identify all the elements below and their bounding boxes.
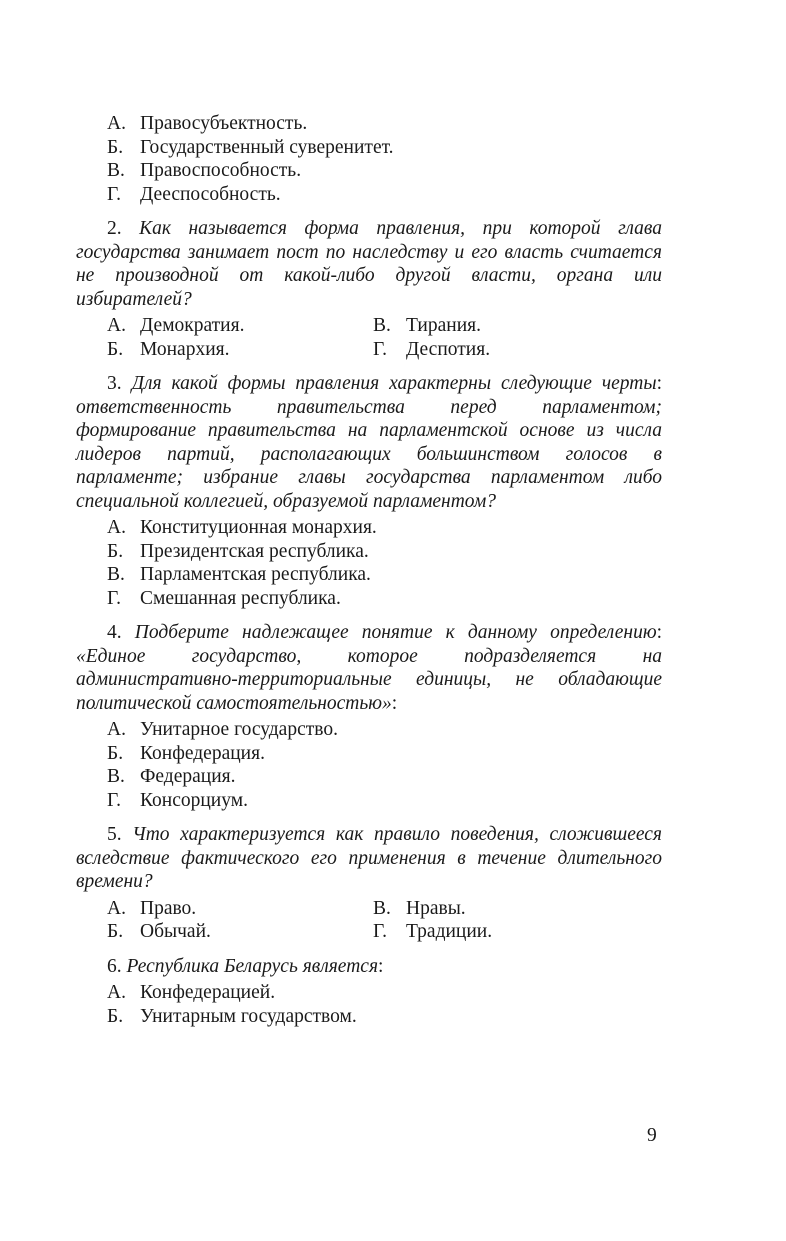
question-6: [76, 955, 662, 979]
question-colon: :: [656, 373, 663, 394]
option-b: [76, 742, 662, 766]
option-text: Консорциум.: [140, 789, 248, 811]
option-text: Унитарным государством.: [140, 1005, 357, 1027]
option-a: [76, 112, 662, 136]
question-number: 6.: [107, 955, 122, 977]
option-letter: А.: [107, 897, 126, 919]
page-number: 9: [647, 1125, 657, 1146]
question-colon-end: :: [391, 692, 398, 714]
option-a: [76, 981, 662, 1005]
option-letter: В.: [107, 766, 125, 787]
option-text: Конституционная монархия.: [140, 517, 377, 538]
option-letter: А.: [107, 719, 126, 740]
option-letter: В.: [373, 315, 391, 336]
option-a: [107, 897, 373, 921]
option-a: [76, 718, 662, 742]
options-block-0: [76, 112, 662, 206]
options-question-5: [76, 897, 662, 944]
question-text-continued: ответственность правительства перед парламентом; формирование правительства на парламентской основе из числа лидеров партий, располагающих большинством голосов в парламенте; избрание главы государства парламентом либо специальной коллегией, образуемой парламентом?: [76, 396, 662, 512]
question-text: Республика Беларусь является: [126, 955, 379, 977]
option-g: [76, 183, 662, 207]
option-letter: А.: [107, 315, 126, 336]
options-question-3: [76, 516, 662, 610]
option-letter: Г.: [107, 587, 121, 609]
option-text: Правосубъектность.: [140, 113, 308, 134]
question-number: 3.: [107, 373, 122, 394]
option-letter: Г.: [107, 183, 121, 205]
option-text: Монархия.: [140, 338, 230, 360]
option-v: [76, 765, 662, 789]
option-text: Деспотия.: [406, 338, 491, 360]
option-text: Смешанная республика.: [140, 587, 341, 609]
option-b: [107, 338, 373, 362]
question-number: 5.: [107, 824, 122, 845]
question-3: [76, 372, 662, 513]
option-text: Парламентская республика.: [140, 564, 371, 585]
option-letter: Б.: [107, 540, 124, 562]
question-text: Как называется форма правления, при которой глава государства занимает пост по наследству и его власть считается не производной от какой-либо другой власти, органа или избирателей?: [76, 218, 662, 310]
question-number: 2.: [107, 218, 122, 239]
option-text: Нравы.: [406, 897, 466, 919]
option-g: [373, 920, 662, 944]
option-text: Унитарное государство.: [140, 719, 338, 740]
option-letter: Б.: [107, 136, 124, 158]
page-content: [76, 112, 662, 1028]
option-letter: Г.: [373, 921, 387, 942]
question-text: Для какой формы правления характерны следующие черты: [131, 373, 657, 394]
option-letter: Б.: [107, 338, 124, 360]
question-colon: :: [378, 955, 384, 977]
option-text: Государственный суверенитет.: [140, 136, 394, 158]
option-a: [107, 314, 373, 338]
option-text: Федерация.: [140, 766, 236, 787]
option-text: Демократия.: [140, 315, 245, 336]
option-text: Традиции.: [406, 921, 493, 942]
option-v: [373, 314, 662, 338]
question-2: [76, 217, 662, 311]
option-b: [76, 1005, 662, 1029]
question-text: Подберите надлежащее понятие к данному определению: [134, 622, 657, 643]
option-letter: А.: [107, 517, 126, 538]
option-letter: Б.: [107, 921, 124, 942]
option-text: Право.: [140, 897, 197, 919]
option-g: [373, 338, 662, 362]
option-b: [107, 920, 373, 944]
option-text: Тирания.: [406, 315, 481, 336]
option-letter: Б.: [107, 742, 124, 764]
question-number: 4.: [107, 622, 122, 643]
option-text: Президентская республика.: [140, 540, 369, 562]
option-b: [76, 540, 662, 564]
option-text: Обычай.: [140, 921, 211, 942]
options-question-6: [76, 981, 662, 1028]
option-text: Правоспособность.: [140, 160, 302, 181]
question-5: [76, 823, 662, 894]
option-letter: А.: [107, 113, 126, 134]
option-g: [76, 587, 662, 611]
options-question-4: [76, 718, 662, 812]
question-4: [76, 621, 662, 715]
option-letter: Г.: [107, 789, 121, 811]
option-text: Дееспособность.: [140, 183, 281, 205]
option-b: [76, 136, 662, 160]
question-text: Что характеризуется как правило поведения, сложившееся вследствие фактического его применения в течение длительного времени?: [76, 824, 662, 892]
option-letter: Б.: [107, 1005, 124, 1027]
option-letter: Г.: [373, 338, 387, 360]
option-a: [76, 516, 662, 540]
option-letter: В.: [107, 564, 125, 585]
question-text-continued: «Единое государство, которое подразделяется на административно-территориальные единицы, не обладающие политической самостоятельностью»: [76, 645, 662, 714]
option-text: Конфедерацией.: [140, 982, 276, 1003]
option-letter: В.: [107, 160, 125, 181]
option-g: [76, 789, 662, 813]
option-letter: В.: [373, 897, 391, 919]
option-v: [76, 159, 662, 183]
option-v: [373, 897, 662, 921]
option-letter: А.: [107, 982, 126, 1003]
option-v: [76, 563, 662, 587]
question-colon: :: [656, 622, 663, 643]
option-text: Конфедерация.: [140, 742, 265, 764]
options-question-2: [76, 314, 662, 361]
